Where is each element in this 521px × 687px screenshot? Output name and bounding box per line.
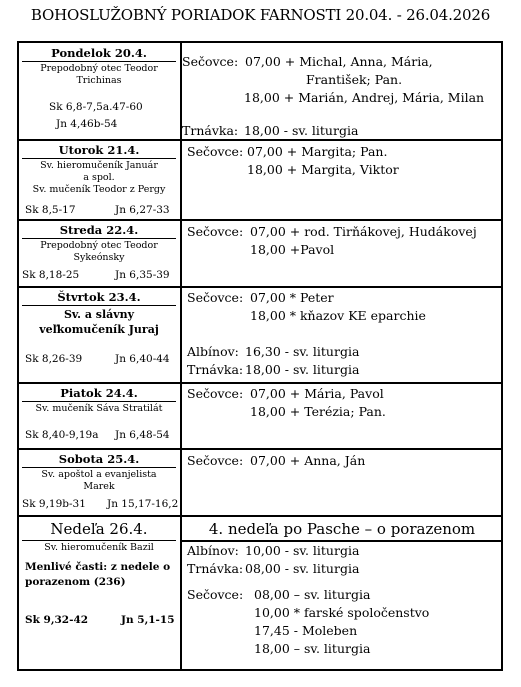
service-text: 16,30 - sv. liturgia — [245, 344, 360, 359]
saint-line: Sv. hieromučeník Január — [40, 160, 158, 171]
day-label: Nedeľa 26.4. — [50, 520, 148, 538]
row-divider — [19, 448, 501, 450]
saint-line: a spol. — [83, 172, 115, 183]
service-text: 10,00 * farské spoločenstvo — [254, 604, 430, 620]
schedule-table — [17, 41, 503, 671]
service-text: 07,00 + Margita; Pan. — [247, 144, 388, 159]
row-divider — [19, 219, 501, 221]
service-place: Trnávka: — [187, 362, 244, 377]
variable-parts: Menlivé časti: z nedele o porazenom (236) — [25, 561, 171, 588]
service-text: 08,00 – sv. liturgia — [254, 586, 371, 602]
service-place: Sečovce: — [187, 290, 244, 305]
services-sunday — [182, 518, 502, 658]
service-text: 18,00 * kňazov KE eparchie — [250, 308, 426, 323]
service-place: Albínov: — [187, 344, 239, 359]
service-text: 10,00 - sv. liturgia — [245, 542, 360, 558]
service-place: Sečovce: — [187, 144, 244, 159]
service-text: 18,00 + Margita, Viktor — [247, 162, 399, 177]
divider — [22, 305, 176, 306]
saint-line: Sv. a slávny — [63, 308, 135, 321]
sunday-heading: 4. nedeľa po Pasche – o porazenom — [208, 520, 476, 538]
saint-line: Sv. apoštol a evanjelista — [41, 469, 157, 480]
day-monday — [22, 45, 176, 87]
service-place: Sečovce: — [187, 386, 244, 401]
divider — [22, 61, 176, 62]
divider — [22, 238, 176, 239]
day-thursday — [22, 289, 176, 337]
service-text: 08,00 - sv. liturgia — [245, 560, 360, 576]
day-friday — [22, 385, 176, 415]
saint-line: Trichinas — [76, 75, 122, 86]
reading-gospel: Jn 5,1-15 — [121, 614, 175, 626]
service-text: 18,00 + Marián, Andrej, Mária, Milan — [244, 90, 485, 105]
divider — [22, 540, 176, 541]
service-place: Sečovce: — [182, 54, 239, 69]
saint-line: Prepodobný otec Teodor — [40, 240, 158, 251]
reading-apostle: Sk 8,40-9,19a — [25, 429, 99, 441]
saint-line: Marek — [83, 481, 115, 492]
divider — [22, 467, 176, 468]
saint-line: Sv. hieromučeník Bazil — [44, 542, 154, 553]
service-place: Trnávka: — [182, 123, 239, 138]
reading-apostle: Sk 6,8-7,5a.47-60 — [49, 101, 143, 113]
reading-gospel: Jn 6,27-33 — [115, 204, 170, 216]
service-text: 07,00 + Anna, Ján — [250, 453, 366, 468]
day-tuesday — [22, 142, 176, 196]
row-divider — [19, 382, 501, 384]
reading-apostle: Sk 8,5-17 — [25, 204, 76, 216]
service-text: František; Pan. — [306, 72, 403, 87]
page-title: BOHOSLUŽOBNÝ PORIADOK FARNOSTI 20.04. - 26.04.2026 — [30, 6, 491, 24]
reading-gospel: Jn 6,35-39 — [115, 269, 170, 281]
service-text: 18,00 +Pavol — [250, 242, 335, 257]
reading-gospel: Jn 6,48-54 — [115, 429, 170, 441]
reading-apostle: Sk 9,32-42 — [25, 614, 89, 626]
service-text: 07,00 + rod. Tirňákovej, Hudákovej — [250, 224, 477, 239]
saint-line: Sv. mučeník Teodor z Pergy — [32, 184, 166, 195]
day-saturday — [22, 451, 176, 493]
reading-apostle: Sk 8,26-39 — [25, 353, 83, 365]
reading-apostle: Sk 8,18-25 — [22, 269, 80, 281]
service-text: 17,45 - Moleben — [254, 622, 358, 638]
service-place: Sečovce: — [187, 453, 244, 468]
divider — [22, 401, 176, 402]
reading-gospel: Jn 4,46b-54 — [56, 118, 118, 130]
row-divider — [19, 286, 501, 288]
service-text: 18,00 - sv. liturgia — [244, 123, 359, 138]
saint-line: Sykeónsky — [73, 252, 125, 263]
row-divider — [19, 515, 501, 517]
saint-line: Prepodobný otec Teodor — [40, 63, 158, 74]
service-text: 18,00 – sv. liturgia — [254, 640, 371, 656]
reading-gospel: Jn 15,17-16,2 — [107, 498, 179, 510]
service-place: Trnávka: — [187, 560, 244, 576]
service-text: 07,00 + Mária, Pavol — [250, 386, 384, 401]
day-wednesday — [22, 222, 176, 264]
service-text: 18,00 + Terézia; Pan. — [250, 404, 386, 419]
service-place: Sečovce: — [187, 224, 244, 239]
service-text: 07,00 + Michal, Anna, Mária, — [245, 54, 433, 69]
saint-line: veľkomučeník Juraj — [39, 323, 159, 336]
service-place: Sečovce: — [187, 586, 244, 602]
divider — [22, 158, 176, 159]
day-label: Sobota 25.4. — [58, 452, 140, 466]
reading-apostle: Sk 9,19b-31 — [22, 498, 86, 510]
reading-gospel: Jn 6,40-44 — [115, 353, 170, 365]
service-place: Albínov: — [187, 542, 239, 558]
service-text: 18,00 - sv. liturgia — [245, 362, 360, 377]
day-label: Štvrtok 23.4. — [57, 290, 141, 304]
day-label: Streda 22.4. — [59, 223, 139, 237]
day-label: Pondelok 20.4. — [51, 46, 147, 60]
day-label: Piatok 24.4. — [60, 386, 138, 400]
service-text: 07,00 * Peter — [250, 290, 334, 305]
day-label: Utorok 21.4. — [58, 143, 140, 157]
saint-line: Sv. mučeník Sáva Stratilát — [35, 403, 163, 414]
day-sunday — [22, 518, 176, 590]
